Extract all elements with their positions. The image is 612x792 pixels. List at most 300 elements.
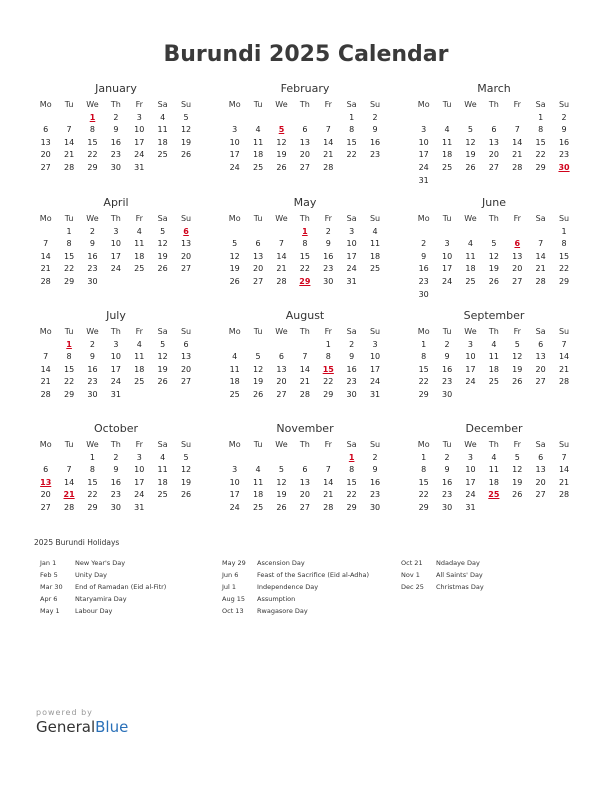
day-cell: 10 (134, 125, 145, 135)
weekday-header: Sa (346, 100, 357, 109)
day-cell (482, 289, 505, 302)
day-cell: 29 (418, 389, 429, 399)
holidays-title: 2025 Burundi Holidays (34, 538, 120, 547)
day-cell: 12 (488, 251, 499, 261)
day-cell: 18 (441, 150, 453, 160)
weekday-header: Mo (39, 440, 52, 449)
day-cell: 29 (418, 502, 429, 512)
day-cell: 2 (113, 452, 119, 462)
day-cell (34, 226, 57, 239)
day-cell: 15 (63, 251, 75, 261)
day-cell: 25 (134, 264, 145, 274)
day-cell (223, 226, 246, 239)
day-cell: 12 (512, 352, 523, 362)
day-cell: 8 (349, 125, 355, 135)
day-cell: 11 (441, 137, 453, 147)
day-cell: 25 (157, 150, 168, 160)
weekday-header: Fr (513, 440, 521, 449)
day-cell: 29 (323, 389, 334, 399)
weekday-header: Th (299, 214, 310, 223)
day-cell: 27 (40, 502, 51, 512)
day-cell: 3 (136, 112, 142, 122)
powered-by-text: powered by (36, 708, 93, 717)
day-cell: 26 (276, 502, 287, 512)
day-cell (223, 339, 246, 352)
day-cell: 12 (180, 465, 192, 475)
weekday-header: We (275, 214, 288, 223)
day-cell: 2 (421, 239, 427, 249)
day-cell: 13 (276, 364, 287, 374)
day-cell: 11 (465, 251, 476, 261)
holiday-date: 1 (302, 226, 308, 236)
day-cell: 9 (421, 251, 427, 261)
weekday-header: We (464, 327, 477, 336)
day-cell: 23 (369, 490, 381, 500)
day-cell: 1 (421, 452, 427, 462)
day-cell (174, 162, 197, 175)
day-cell (459, 389, 482, 402)
weekday-header: Tu (253, 100, 263, 109)
day-cell: 19 (465, 150, 476, 160)
day-cell: 16 (418, 264, 429, 274)
holiday-item (40, 557, 166, 569)
weekday-header: Su (558, 100, 570, 109)
day-cell: 16 (369, 137, 381, 147)
month-name: July (106, 309, 126, 322)
day-cell (435, 175, 458, 188)
day-cell: 24 (418, 162, 429, 172)
day-cell: 22 (63, 264, 75, 274)
day-cell (317, 452, 340, 465)
weekday-header: Th (299, 100, 310, 109)
day-cell (529, 389, 552, 402)
weekday-header: We (275, 100, 288, 109)
holiday-name: Rwagasore Day (257, 607, 308, 615)
day-cell: 20 (40, 490, 51, 500)
day-cell: 14 (299, 364, 310, 374)
day-cell: 27 (252, 276, 264, 286)
day-cell: 8 (302, 239, 308, 249)
month-october (34, 422, 198, 515)
day-cell: 11 (134, 239, 145, 249)
holiday-item (401, 557, 484, 569)
day-cell: 22 (535, 150, 546, 160)
day-cell: 9 (113, 125, 119, 135)
month-july (34, 309, 198, 402)
day-cell: 17 (229, 490, 240, 500)
holiday-date-label: Apr 6 (40, 595, 58, 603)
weekday-header: Tu (64, 440, 74, 449)
day-cell: 9 (444, 352, 450, 362)
day-cell: 11 (488, 465, 499, 475)
weekday-header: Fr (324, 100, 332, 109)
day-cell: 14 (40, 251, 51, 261)
day-cell (459, 175, 482, 188)
weekday-header: Sa (346, 214, 357, 223)
day-cell: 5 (278, 465, 285, 475)
holiday-name: Ndadaye Day (436, 559, 480, 567)
day-cell: 6 (538, 452, 544, 462)
month-day-grid (223, 439, 387, 515)
day-cell: 13 (252, 251, 264, 261)
day-cell: 9 (372, 125, 378, 135)
holiday-date: 1 (89, 112, 96, 122)
holiday-name: Ntaryamira Day (75, 595, 127, 603)
day-cell: 21 (512, 150, 523, 160)
day-cell: 24 (441, 276, 453, 286)
day-cell: 20 (299, 150, 310, 160)
month-name: January (95, 82, 137, 95)
day-cell: 18 (465, 264, 476, 274)
day-cell: 23 (110, 150, 121, 160)
weekday-header: Th (110, 327, 121, 336)
holiday-column (401, 557, 484, 593)
day-cell: 22 (418, 490, 429, 500)
day-cell: 4 (255, 465, 261, 475)
day-cell (506, 175, 529, 188)
day-cell: 21 (323, 150, 334, 160)
weekday-header: We (464, 440, 477, 449)
day-cell: 8 (89, 465, 96, 475)
day-cell (317, 112, 340, 125)
day-cell (293, 452, 316, 465)
day-cell: 3 (444, 239, 450, 249)
holiday-column (222, 557, 369, 617)
day-cell: 20 (488, 150, 499, 160)
day-cell: 15 (346, 477, 357, 487)
weekday-header: Tu (442, 440, 452, 449)
month-name: October (93, 422, 139, 435)
day-cell: 1 (66, 226, 72, 236)
day-cell: 25 (441, 162, 453, 172)
day-cell: 11 (134, 352, 145, 362)
day-cell: 7 (514, 125, 520, 135)
day-cell: 26 (180, 490, 192, 500)
day-cell: 4 (160, 452, 166, 462)
day-cell: 17 (134, 477, 145, 487)
day-cell: 16 (87, 364, 98, 374)
day-cell: 31 (418, 175, 429, 185)
weekday-header: Th (488, 214, 499, 223)
month-day-grid (223, 99, 387, 175)
day-cell (223, 452, 246, 465)
day-cell: 15 (87, 477, 98, 487)
day-cell: 22 (87, 150, 98, 160)
day-cell: 8 (66, 239, 72, 249)
day-cell: 10 (134, 465, 145, 475)
day-cell: 28 (63, 502, 75, 512)
day-cell (506, 502, 529, 515)
day-cell: 29 (346, 502, 357, 512)
day-cell: 26 (157, 377, 168, 387)
day-cell: 2 (349, 339, 355, 349)
weekday-header: Fr (135, 100, 143, 109)
day-cell: 22 (299, 264, 310, 274)
day-cell: 23 (441, 490, 453, 500)
day-cell: 30 (87, 276, 98, 286)
day-cell: 2 (113, 112, 119, 122)
holiday-item (40, 581, 166, 593)
day-cell: 24 (134, 490, 145, 500)
day-cell: 19 (488, 264, 499, 274)
day-cell: 17 (229, 150, 240, 160)
day-cell: 27 (512, 276, 523, 286)
day-cell: 7 (43, 352, 49, 362)
holiday-date: 5 (278, 125, 285, 135)
day-cell: 30 (418, 289, 429, 299)
weekday-header: Mo (39, 100, 52, 109)
weekday-header: Tu (442, 327, 452, 336)
weekday-header: We (275, 327, 288, 336)
day-cell: 20 (252, 264, 264, 274)
holiday-date-label: Oct 21 (401, 559, 423, 567)
weekday-header: Sa (535, 327, 546, 336)
day-cell: 19 (157, 364, 168, 374)
weekday-header: Tu (253, 440, 263, 449)
day-cell: 21 (535, 264, 546, 274)
day-cell: 2 (89, 226, 96, 236)
day-cell: 10 (346, 239, 357, 249)
day-cell: 2 (444, 339, 450, 349)
weekday-header: Mo (39, 327, 52, 336)
day-cell: 13 (535, 465, 546, 475)
weekday-header: Sa (346, 440, 357, 449)
day-cell: 21 (558, 364, 570, 374)
day-cell: 12 (157, 352, 168, 362)
day-cell: 26 (276, 162, 287, 172)
holiday-item (40, 569, 166, 581)
day-cell: 10 (465, 465, 476, 475)
day-cell: 19 (180, 137, 192, 147)
day-cell: 21 (40, 264, 51, 274)
day-cell: 20 (40, 150, 51, 160)
holiday-name: Christmas Day (436, 583, 484, 591)
day-cell: 25 (369, 264, 381, 274)
day-cell (506, 389, 529, 402)
day-cell (293, 112, 316, 125)
day-cell: 4 (160, 112, 166, 122)
day-cell: 14 (323, 477, 334, 487)
day-cell: 30 (369, 502, 381, 512)
holiday-date: 15 (322, 364, 334, 374)
day-cell (246, 452, 269, 465)
day-cell: 21 (299, 377, 310, 387)
day-cell: 1 (421, 339, 427, 349)
day-cell: 30 (110, 162, 121, 172)
month-may (223, 196, 387, 289)
holiday-item (401, 581, 484, 593)
day-cell: 23 (558, 150, 570, 160)
weekday-header: Sa (157, 214, 168, 223)
day-cell: 5 (183, 452, 189, 462)
day-cell: 1 (349, 112, 355, 122)
day-cell: 5 (514, 452, 520, 462)
day-cell: 24 (346, 264, 357, 274)
weekday-header: Th (110, 214, 121, 223)
day-cell: 27 (535, 490, 546, 500)
day-cell: 20 (512, 264, 523, 274)
day-cell: 14 (535, 251, 546, 261)
weekday-header: Tu (253, 327, 263, 336)
day-cell: 18 (229, 377, 240, 387)
holiday-date: 6 (183, 226, 189, 236)
weekday-header: Mo (417, 100, 430, 109)
day-cell: 14 (558, 352, 570, 362)
day-cell (293, 339, 316, 352)
day-cell: 29 (63, 276, 75, 286)
day-cell: 15 (535, 137, 546, 147)
day-cell: 3 (232, 465, 238, 475)
day-cell (552, 502, 575, 515)
weekday-header: Mo (39, 214, 52, 223)
day-cell: 6 (302, 125, 308, 135)
holiday-date-label: May 1 (40, 607, 60, 615)
day-cell: 21 (40, 377, 51, 387)
holiday-date-label: Aug 15 (222, 595, 246, 603)
month-day-grid (412, 213, 576, 301)
day-cell: 30 (87, 389, 98, 399)
day-cell: 19 (180, 477, 192, 487)
day-cell: 15 (87, 137, 98, 147)
day-cell: 24 (465, 490, 476, 500)
weekday-header: Fr (135, 214, 143, 223)
day-cell: 2 (325, 226, 331, 236)
day-cell (506, 112, 529, 125)
day-cell: 13 (180, 239, 192, 249)
day-cell (151, 276, 174, 289)
day-cell: 3 (113, 226, 119, 236)
month-name: April (103, 196, 129, 209)
day-cell: 1 (325, 339, 331, 349)
day-cell: 17 (369, 364, 381, 374)
day-cell: 27 (299, 162, 310, 172)
month-name: March (477, 82, 511, 95)
day-cell: 21 (276, 264, 287, 274)
day-cell: 11 (488, 352, 499, 362)
weekday-header: We (86, 214, 99, 223)
day-cell: 23 (418, 276, 429, 286)
day-cell: 15 (558, 251, 570, 261)
holiday-name: Labour Day (75, 607, 113, 615)
day-cell: 13 (299, 477, 310, 487)
holiday-date: 29 (299, 276, 311, 286)
day-cell: 17 (346, 251, 357, 261)
day-cell: 28 (512, 162, 523, 172)
day-cell: 12 (512, 465, 523, 475)
day-cell (552, 175, 575, 188)
day-cell (482, 226, 505, 239)
day-cell: 26 (488, 276, 499, 286)
day-cell: 5 (183, 112, 189, 122)
holiday-name: Assumption (257, 595, 296, 603)
day-cell: 17 (418, 150, 429, 160)
day-cell: 25 (465, 276, 476, 286)
month-day-grid (34, 213, 198, 289)
day-cell (552, 289, 575, 302)
holiday-date-label: Jan 1 (40, 559, 57, 567)
day-cell: 29 (535, 162, 546, 172)
holiday-item (222, 569, 369, 581)
holiday-date: 13 (40, 477, 52, 487)
day-cell: 14 (63, 137, 75, 147)
day-cell: 2 (561, 112, 567, 122)
day-cell: 30 (441, 389, 453, 399)
day-cell: 9 (113, 465, 119, 475)
weekday-header: Sa (535, 100, 546, 109)
day-cell: 12 (180, 125, 192, 135)
day-cell: 15 (63, 364, 75, 374)
day-cell: 17 (465, 477, 476, 487)
day-cell (435, 289, 458, 302)
day-cell: 24 (369, 377, 381, 387)
day-cell (174, 389, 197, 402)
day-cell: 31 (134, 502, 145, 512)
weekday-header: Su (180, 440, 192, 449)
day-cell: 6 (183, 339, 189, 349)
day-cell: 12 (276, 137, 287, 147)
day-cell: 18 (134, 364, 145, 374)
day-cell: 23 (110, 490, 121, 500)
day-cell: 19 (276, 490, 287, 500)
day-cell: 12 (252, 364, 264, 374)
day-cell: 22 (63, 377, 75, 387)
day-cell (57, 452, 80, 465)
day-cell (270, 339, 293, 352)
weekday-header: Th (488, 100, 499, 109)
day-cell: 1 (89, 452, 96, 462)
holiday-date-label: Oct 13 (222, 607, 244, 615)
day-cell: 26 (157, 264, 168, 274)
month-november (223, 422, 387, 515)
month-day-grid (412, 439, 576, 515)
weekday-header: Fr (513, 100, 521, 109)
holiday-date: 1 (66, 339, 72, 349)
day-cell: 27 (276, 389, 287, 399)
day-cell: 28 (558, 490, 570, 500)
day-cell (412, 112, 435, 125)
day-cell: 4 (232, 352, 238, 362)
day-cell: 2 (444, 452, 450, 462)
weekday-header: Mo (417, 214, 430, 223)
day-cell (529, 226, 552, 239)
day-cell: 6 (43, 125, 49, 135)
day-cell: 10 (229, 477, 240, 487)
day-cell (482, 502, 505, 515)
holiday-date: 1 (348, 452, 355, 462)
day-cell: 13 (488, 137, 499, 147)
day-cell: 4 (444, 125, 450, 135)
holiday-column (40, 557, 166, 617)
day-cell (34, 452, 57, 465)
day-cell: 28 (40, 276, 51, 286)
day-cell: 3 (467, 452, 474, 462)
day-cell: 14 (63, 477, 75, 487)
day-cell: 26 (512, 377, 523, 387)
holiday-item (401, 569, 484, 581)
day-cell: 16 (110, 137, 121, 147)
day-cell (482, 175, 505, 188)
day-cell: 10 (110, 239, 121, 249)
day-cell: 10 (465, 352, 476, 362)
day-cell: 17 (110, 251, 121, 261)
day-cell: 25 (157, 490, 168, 500)
weekday-header: Su (180, 327, 192, 336)
day-cell: 22 (558, 264, 570, 274)
day-cell (151, 502, 174, 515)
day-cell: 26 (252, 389, 264, 399)
holiday-name: Ascension Day (257, 559, 305, 567)
day-cell (529, 502, 552, 515)
